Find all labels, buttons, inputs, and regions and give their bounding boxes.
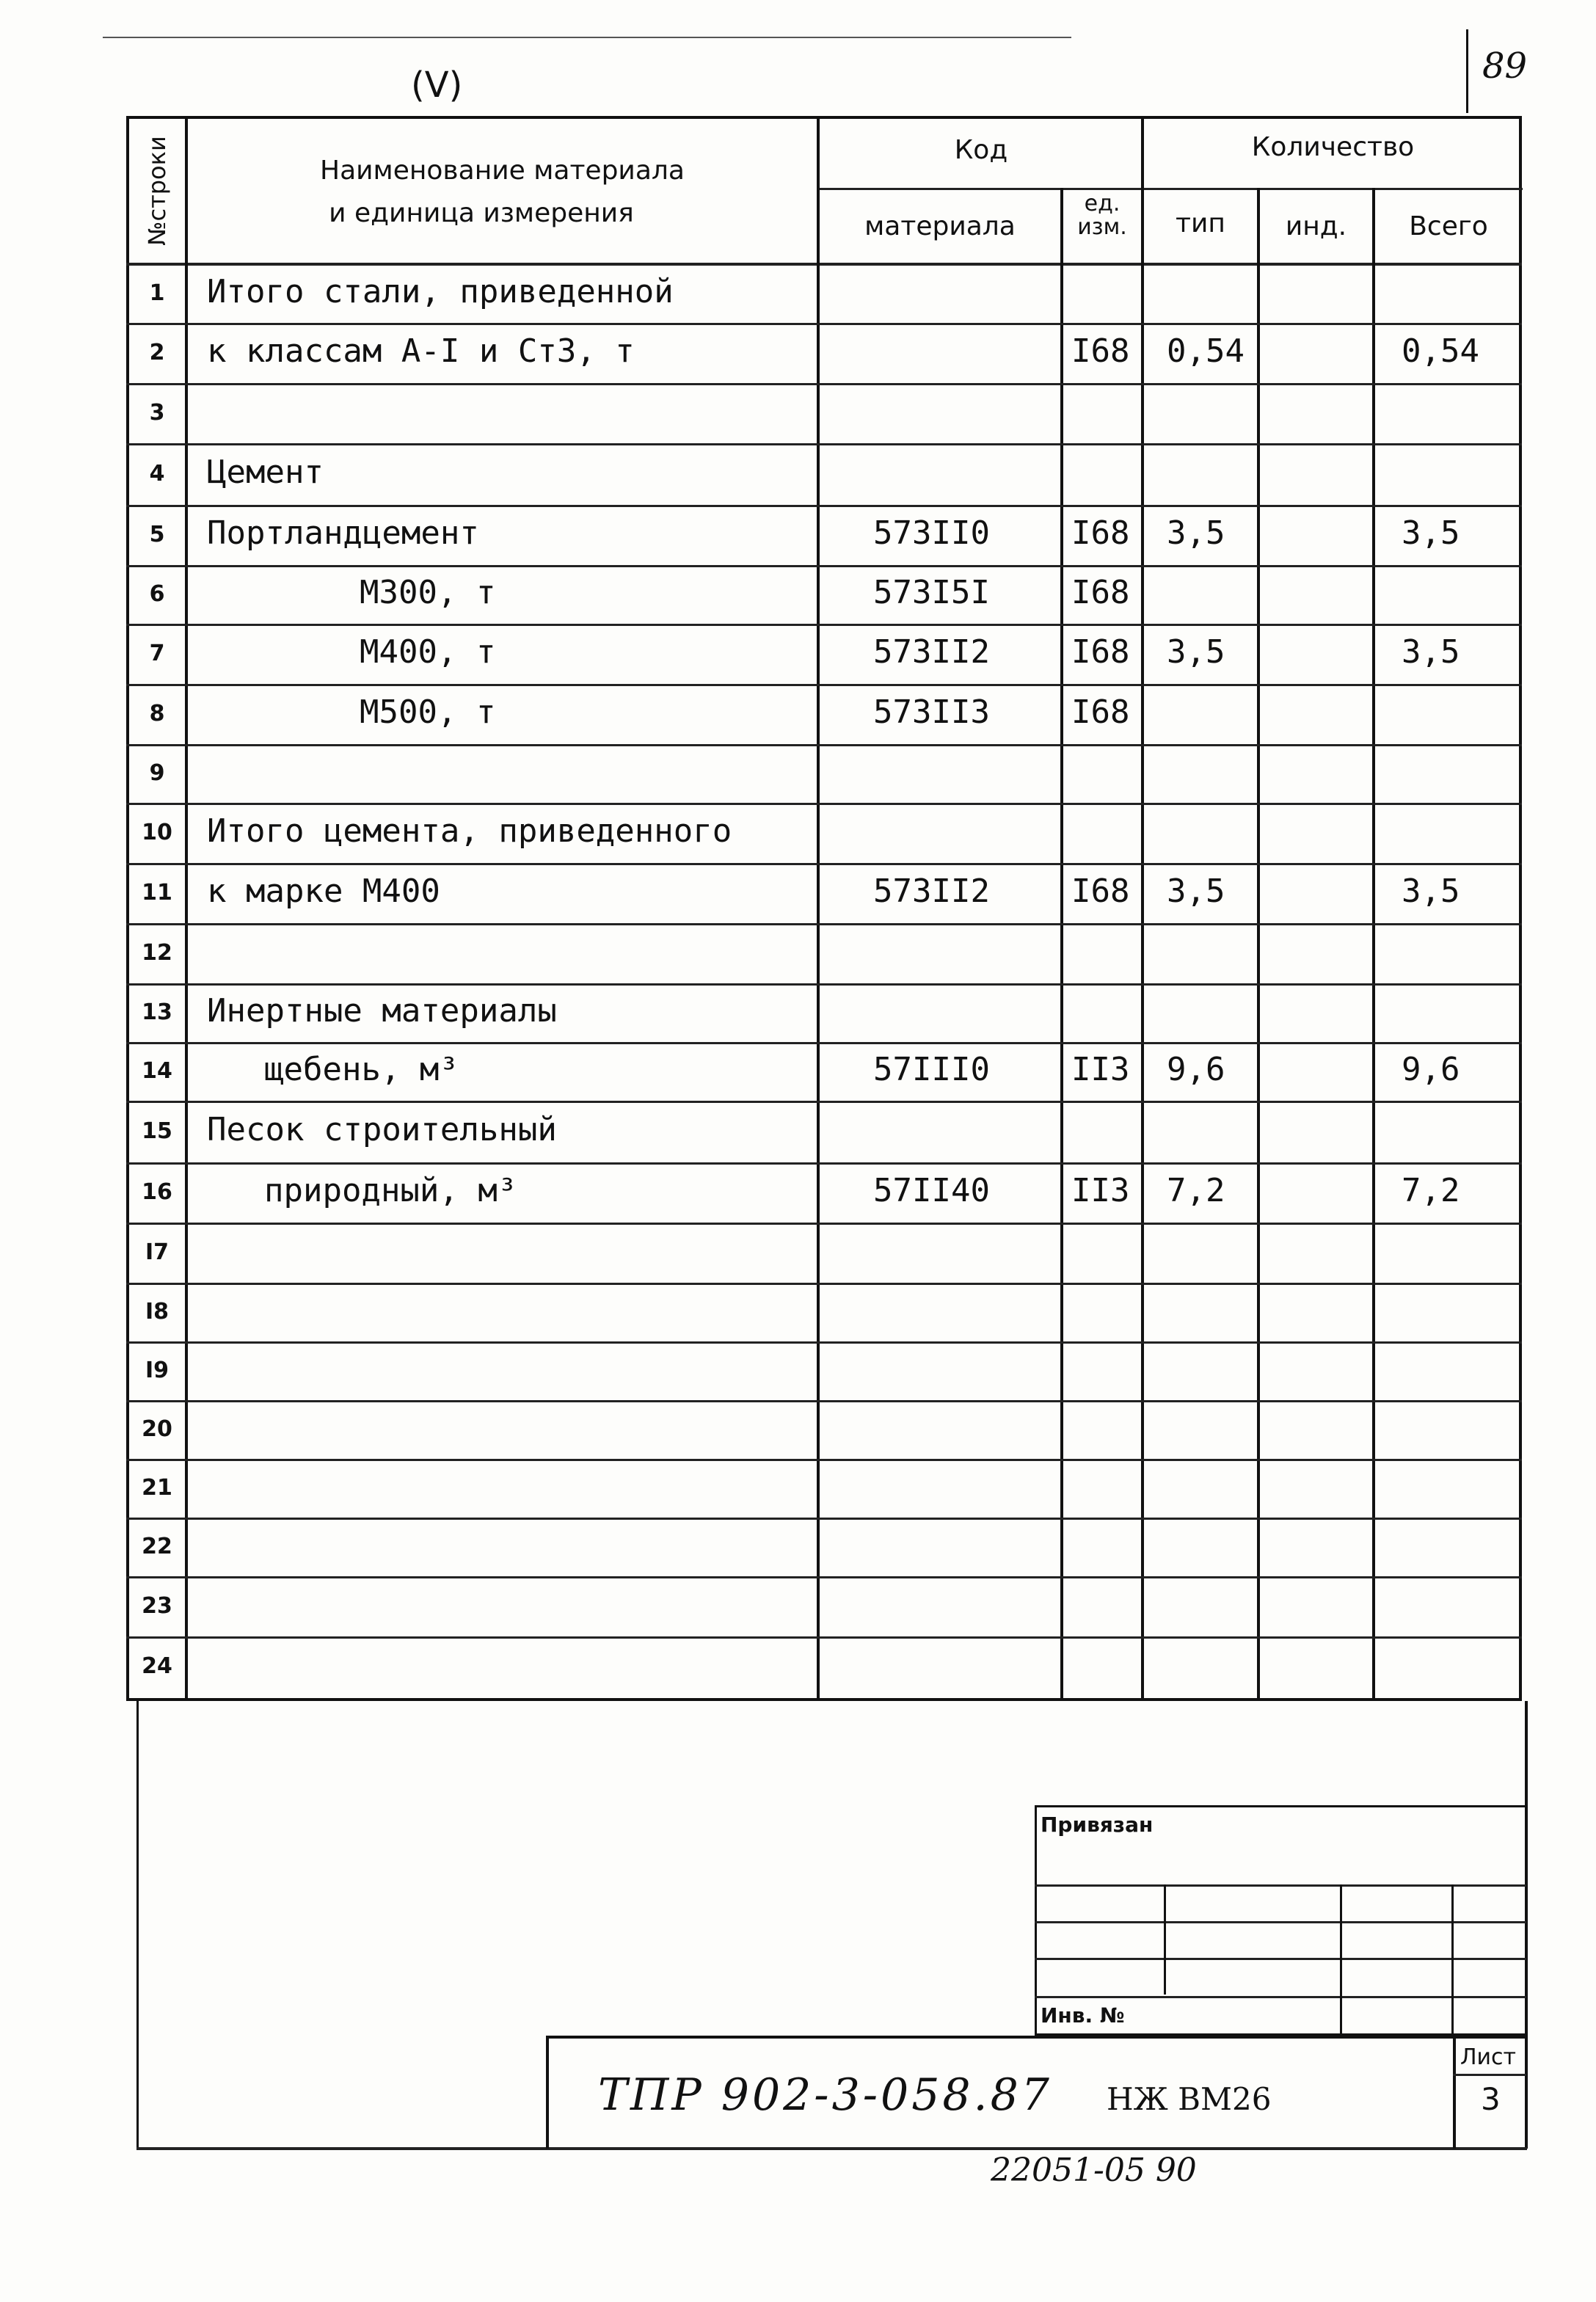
row-qty-total: 3,5 <box>1402 514 1460 552</box>
row-separator <box>126 323 1522 325</box>
row-name: к марке М400 <box>207 873 440 910</box>
row-separator <box>126 983 1522 986</box>
row-separator <box>126 1459 1522 1461</box>
row-name: Цемент <box>207 454 324 491</box>
row-number: 22 <box>142 1534 172 1559</box>
col-line-name <box>817 116 820 1701</box>
attach-vline-1 <box>1164 1884 1166 1995</box>
row-separator <box>126 383 1522 385</box>
row-material-code: 57III0 <box>873 1051 990 1088</box>
row-separator <box>126 624 1522 626</box>
row-qty-type: 3,5 <box>1167 873 1225 910</box>
page-number: 89 <box>1482 45 1528 87</box>
row-material-code: 573II2 <box>873 633 990 671</box>
row-number: 21 <box>142 1475 172 1501</box>
attach-vline-3 <box>1451 1884 1454 2036</box>
row-material-code: 57II40 <box>873 1172 990 1209</box>
row-unit-code: II3 <box>1071 1051 1130 1088</box>
row-number: 5 <box>149 522 165 547</box>
row-qty-type: 0,54 <box>1167 332 1245 370</box>
header-qty-type: тип <box>1176 208 1225 238</box>
document-mark: НЖ ВМ26 <box>1107 2081 1272 2117</box>
row-number: I9 <box>145 1358 170 1383</box>
row-material-code: 573I5I <box>873 574 990 611</box>
header-qty-total: Всего <box>1409 211 1488 241</box>
row-name: Итого стали, приведенной <box>207 273 674 310</box>
header-rownum <box>126 117 188 264</box>
row-separator <box>126 1101 1522 1103</box>
row-name: Портландцемент <box>207 514 479 552</box>
header-quantity: Количество <box>1251 132 1415 162</box>
header-rownum-label: №строки <box>143 136 171 246</box>
col-line-unit <box>1141 116 1144 1701</box>
row-name: природный, м³ <box>264 1172 517 1209</box>
row-number: 13 <box>142 999 172 1025</box>
document-code: ТПР 902-3-058.87 <box>598 2069 1052 2121</box>
row-separator <box>126 1042 1522 1044</box>
row-separator <box>126 1283 1522 1285</box>
attached-label: Привязан <box>1041 1813 1154 1837</box>
row-material-code: 573II3 <box>873 693 990 731</box>
row-material-code: 573II2 <box>873 873 990 910</box>
row-name: Песок строительный <box>207 1111 557 1148</box>
row-qty-type: 3,5 <box>1167 514 1225 552</box>
footer-archive-number: 22051-05 90 <box>991 2152 1197 2189</box>
row-qty-total: 7,2 <box>1402 1172 1460 1209</box>
row-number: I8 <box>145 1299 170 1325</box>
row-number: 7 <box>149 641 165 666</box>
row-separator <box>126 1576 1522 1578</box>
frame-left-edge <box>136 1701 139 2149</box>
row-qty-total: 0,54 <box>1402 332 1479 370</box>
row-name: Итого цемента, приведенного <box>207 812 732 850</box>
row-number: 8 <box>149 701 165 726</box>
row-separator <box>126 1223 1522 1225</box>
row-number: 23 <box>142 1593 172 1619</box>
variant-mark: (V) <box>411 65 463 106</box>
row-number: 3 <box>149 400 165 426</box>
row-name: щебень, м³ <box>264 1051 459 1088</box>
row-number: 15 <box>142 1118 172 1144</box>
row-unit-code: I68 <box>1071 514 1130 552</box>
header-name-line2: и единица измерения <box>329 198 634 228</box>
row-separator <box>126 1341 1522 1344</box>
header-divider <box>818 188 1523 190</box>
header-qty-ind: инд. <box>1285 211 1347 241</box>
sheet-number: 3 <box>1481 2081 1501 2117</box>
row-separator <box>126 565 1522 567</box>
row-name: Инертные материалы <box>207 992 557 1030</box>
header-code-material: материала <box>864 211 1016 241</box>
row-number: 10 <box>142 820 172 845</box>
row-qty-type: 7,2 <box>1167 1172 1225 1209</box>
row-unit-code: I68 <box>1071 332 1130 370</box>
row-separator <box>126 803 1522 805</box>
row-unit-code: I68 <box>1071 693 1130 731</box>
row-number: 12 <box>142 940 172 966</box>
col-line-ind <box>1372 188 1375 1701</box>
row-separator <box>126 1162 1522 1165</box>
row-unit-code: I68 <box>1071 633 1130 671</box>
row-separator <box>126 505 1522 507</box>
attach-vline-2 <box>1340 1884 1342 2036</box>
row-name: М300, т <box>360 574 496 611</box>
header-code: Код <box>954 135 1008 165</box>
row-qty-total: 3,5 <box>1402 873 1460 910</box>
title-block-sheet-divider <box>1453 2036 1456 2149</box>
row-qty-type: 3,5 <box>1167 633 1225 671</box>
top-rule <box>103 37 1071 38</box>
inventory-label: Инв. № <box>1041 2003 1125 2028</box>
row-number: I7 <box>145 1239 170 1265</box>
row-number: 16 <box>142 1179 172 1205</box>
row-separator <box>126 1400 1522 1402</box>
header-name-line1: Наименование материала <box>320 156 685 186</box>
row-number: 11 <box>142 880 172 906</box>
row-number: 20 <box>142 1416 172 1442</box>
row-separator <box>126 863 1522 865</box>
row-qty-total: 3,5 <box>1402 633 1460 671</box>
sheet-label: Лист <box>1460 2044 1517 2070</box>
col-line-type <box>1257 188 1260 1701</box>
row-number: 9 <box>149 760 165 786</box>
row-separator <box>126 443 1522 445</box>
row-unit-code: II3 <box>1071 1172 1130 1209</box>
row-separator <box>126 923 1522 925</box>
header-code-unit-line2: изм. <box>1077 214 1127 240</box>
row-separator <box>126 684 1522 686</box>
row-name: М500, т <box>360 693 496 731</box>
sheet-label-line <box>1453 2074 1526 2076</box>
row-name: М400, т <box>360 633 496 671</box>
row-number: 24 <box>142 1653 172 1679</box>
row-number: 6 <box>149 581 165 607</box>
row-number: 1 <box>149 280 165 306</box>
header-code-unit <box>1063 192 1141 239</box>
row-unit-code: I68 <box>1071 873 1130 910</box>
row-material-code: 573II0 <box>873 514 990 552</box>
row-number: 14 <box>142 1058 172 1084</box>
row-separator <box>126 1518 1522 1520</box>
row-number: 4 <box>149 461 165 487</box>
row-separator <box>126 1636 1522 1639</box>
col-line-code <box>1060 188 1063 1701</box>
row-name: к классам А-I и Ст3, т <box>207 332 635 370</box>
row-qty-total: 9,6 <box>1402 1051 1460 1088</box>
row-unit-code: I68 <box>1071 574 1130 611</box>
header-code-unit-line1: ед. <box>1084 191 1121 216</box>
row-number: 2 <box>149 340 165 365</box>
row-qty-type: 9,6 <box>1167 1051 1225 1088</box>
header-bottom-line <box>126 263 1522 266</box>
row-separator <box>126 744 1522 746</box>
